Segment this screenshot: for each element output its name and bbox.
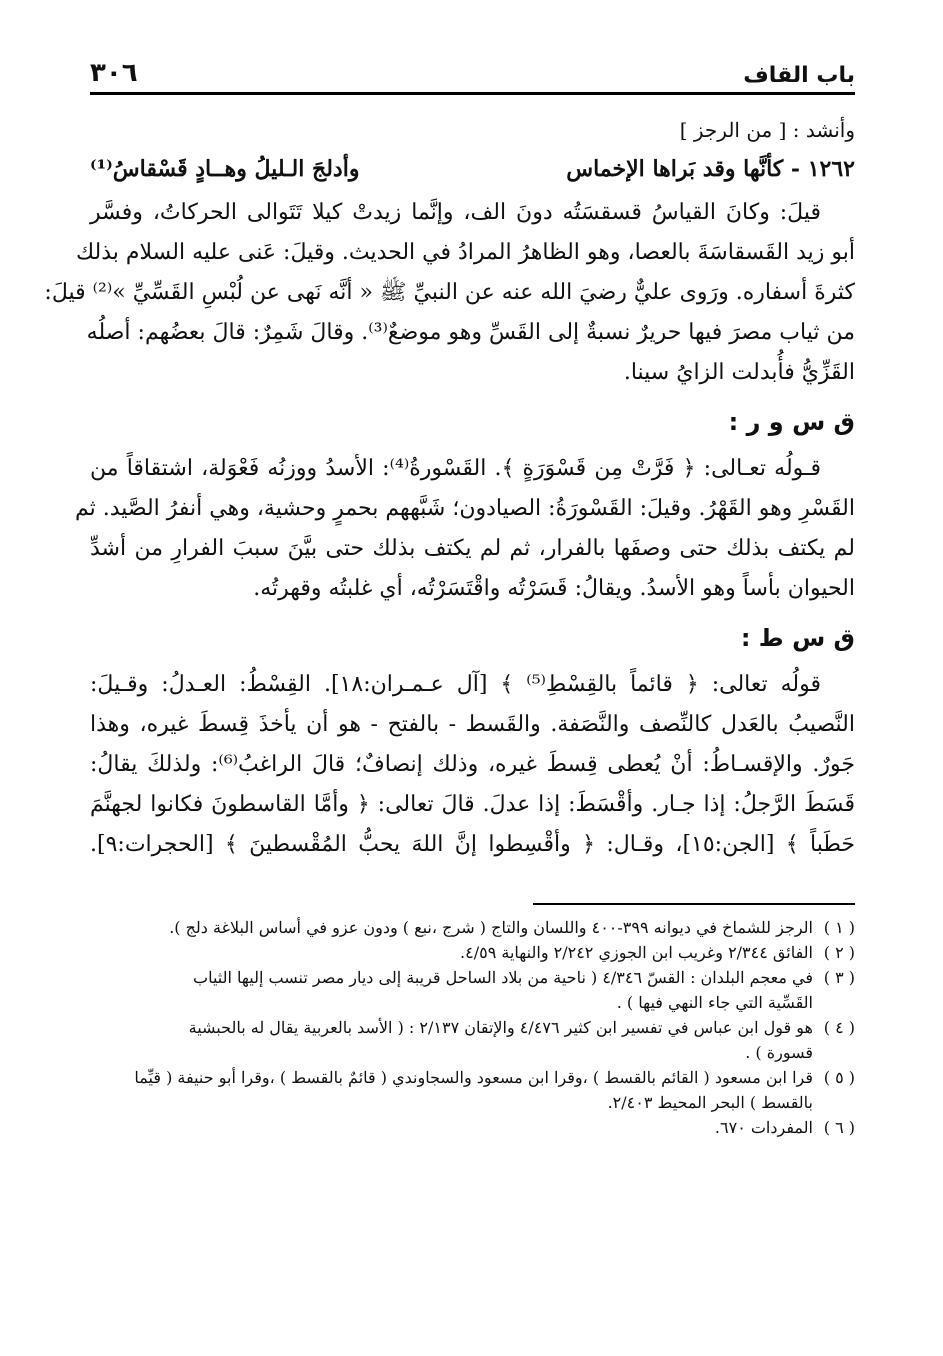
text-line: القَسْرِ وهو القَهْرُ. وقيلَ: القَسْورَةُ: الصيادون؛ شَبَّههم بحمرٍ وحشية، وهي أنفرُ الصَّيد. ثم bbox=[74, 496, 855, 521]
text-line: أبو زيد القَسقاسَةَ بالعصا، وهو الظاهرُ المرادُ في الحديث. وقيلَ: عَنى عليه السلام بذلك bbox=[76, 240, 855, 265]
footnotes bbox=[90, 915, 855, 1140]
paragraph-qasqas bbox=[44, 193, 855, 393]
page-number: ٣٠٦ bbox=[90, 58, 138, 88]
poetry-verse bbox=[90, 149, 855, 189]
paragraph-qswr bbox=[74, 449, 855, 609]
verse-second-hemistich: وأدلجَ الـليلُ وهــادٍ قَسْقاسُ⁽¹⁾ bbox=[90, 156, 360, 182]
footnote-number: ( ٦ ) bbox=[823, 1118, 855, 1137]
text-line: الحيوان بأساً وهو الأسدُ. ويقالُ: قَسَرْتُه واقْتَسَرْتُه، أي غلبتُه وقهرتُه. bbox=[253, 576, 855, 601]
footnote-number: ( ٤ ) bbox=[823, 1018, 855, 1037]
verse-intro: وأنشد : [ من الرجز ] bbox=[679, 118, 855, 142]
text-line: قَسَطَ الرَّجلُ: إذا جـار. وأقْسَطَ: إذا عدلَ. قالَ تعالى: ﴿ وأمَّا القاسطونَ فكانوا لجهنَّمَ bbox=[90, 792, 855, 817]
text-line: القَزِّيُّ فأُبدلت الزايُ سينا. bbox=[623, 360, 855, 385]
paragraph-qst bbox=[90, 665, 855, 865]
text-line: لم يكتف بذلك حتى وصفَها بالفرار، ثم لم يكتف بذلك حتى بيَّنَ سببَ الفرارِ من أشدِّ bbox=[90, 536, 855, 561]
footnote-text: الرجز للشماخ في ديوانه ٣٩٩-٤٠٠ واللسان والتاج ( شرج ،نبع ) ودون عزو في أساس البلاغة دلج ). bbox=[169, 918, 813, 937]
entry-heading-qst: ق س ط : bbox=[740, 624, 855, 652]
footnote-text: المفردات ٦٧٠. bbox=[714, 1118, 813, 1137]
book-page bbox=[44, 52, 855, 1140]
footnote-text: القَسِّية التي جاء النهي فيها ) . bbox=[616, 993, 813, 1012]
footnote-text: قسورة ) . bbox=[745, 1043, 813, 1062]
chapter-title: باب القاف bbox=[743, 63, 855, 88]
text-line: قـولُه تعـالى: ﴿ فَرَّتْ مِن قَسْوَرَةٍ ﴾. القَسْورةُ⁽⁴⁾: الأسدُ ووزنُه فَعْوَلة، اشتقاقاً من bbox=[90, 456, 822, 481]
text-line: من ثياب مصرَ فيها حريرٌ نسبةٌ إلى القَسِّ وهو موضعٌ⁽³⁾. وقالَ شَمِرٌ: قالَ بعضُهم: أصلُه bbox=[86, 320, 855, 345]
footnote bbox=[90, 1115, 855, 1140]
footnote-number: ( ٢ ) bbox=[823, 943, 855, 962]
footnote-text: بالقسط ) البحر المحيط ٢/٤٠٣. bbox=[607, 1093, 813, 1112]
footnote-number: ( ٣ ) bbox=[823, 968, 855, 987]
footnote bbox=[90, 1015, 855, 1065]
footnote bbox=[90, 940, 855, 965]
text-line: قولُه تعالى: ﴿ قائماً بالقِسْطِ⁽⁵⁾ ﴾ [آل عـمـران:١٨]. القِسْطُ: العـدلُ: وقـيلَ: bbox=[90, 672, 821, 697]
footnote-number: ( ١ ) bbox=[823, 918, 855, 937]
entry-heading-qswr: ق س و ر : bbox=[728, 408, 855, 436]
footnote-text: قرا ابن مسعود ( القائم بالقسط ) ،وقرا ابن مسعود والسجاوندي ( قائمٌ بالقسط ) ،وقرا أبو حنيفة ( قيِّما bbox=[134, 1068, 813, 1087]
footnote-separator bbox=[533, 903, 855, 905]
footnote bbox=[90, 965, 855, 1015]
text-line: النَّصيبُ بالعَدل كالنِّصف والنَّصَفة. والقَسط - بالفتح - هو أن يأخذَ قِسطَ غيره، وهذا bbox=[90, 712, 855, 737]
footnote-text: الفائق ٢/٣٤٤ وغريب ابن الجوزي ٢/٢٤٢ والنهاية ٤/٥٩. bbox=[460, 943, 813, 962]
text-line: جَورٌ. والإقسـاطُ: أنْ يُعطى قِسطَ غيره، وذلك إنصافٌ؛ قالَ الراغبُ⁽⁶⁾: ولذلكَ يقالُ: bbox=[90, 752, 855, 777]
verse-first-hemistich: ١٢٦٢ - كأنَّها وقد بَراها الإخماس bbox=[566, 156, 855, 182]
text-line: حَطَباً ﴾ [الجن:١٥]، وقـال: ﴿ وأقْسِطوا إنَّ اللهَ يحبُّ المُقْسطينَ ﴾ [الحجرات:٩]. bbox=[90, 832, 855, 857]
footnote-text: في معجم البلدان : القسّ ٤/٣٤٦ ( ناحية من بلاد الساحل قريبة إلى ديار مصر تنسب إليها الثياب bbox=[193, 968, 813, 987]
header-rule bbox=[90, 92, 855, 95]
page-header bbox=[90, 52, 855, 88]
footnote bbox=[90, 915, 855, 940]
footnote bbox=[90, 1065, 855, 1115]
footnote-text: هو قول ابن عباس في تفسير ابن كثير ٤/٤٧٦ والإتقان ٢/١٣٧ : ( الأسد بالعربية يقال له بالحبشية bbox=[188, 1018, 813, 1037]
footnote-number: ( ٥ ) bbox=[823, 1068, 855, 1087]
text-line: قيلَ: وكانَ القياسُ قسقسَتُه دونَ الف، وإنَّما زيدتْ كيلا تَتَوالى الحركاتُ، وفسَّر bbox=[90, 200, 821, 225]
text-line: كثرةَ أسفاره. ورَوى عليٌّ رضيَ الله عنه عن النبيِّ ﷺ « أنَّه نَهى عن لُبْسِ القَسِّيِّ »⁽²⁾ قيلَ: bbox=[44, 280, 855, 305]
